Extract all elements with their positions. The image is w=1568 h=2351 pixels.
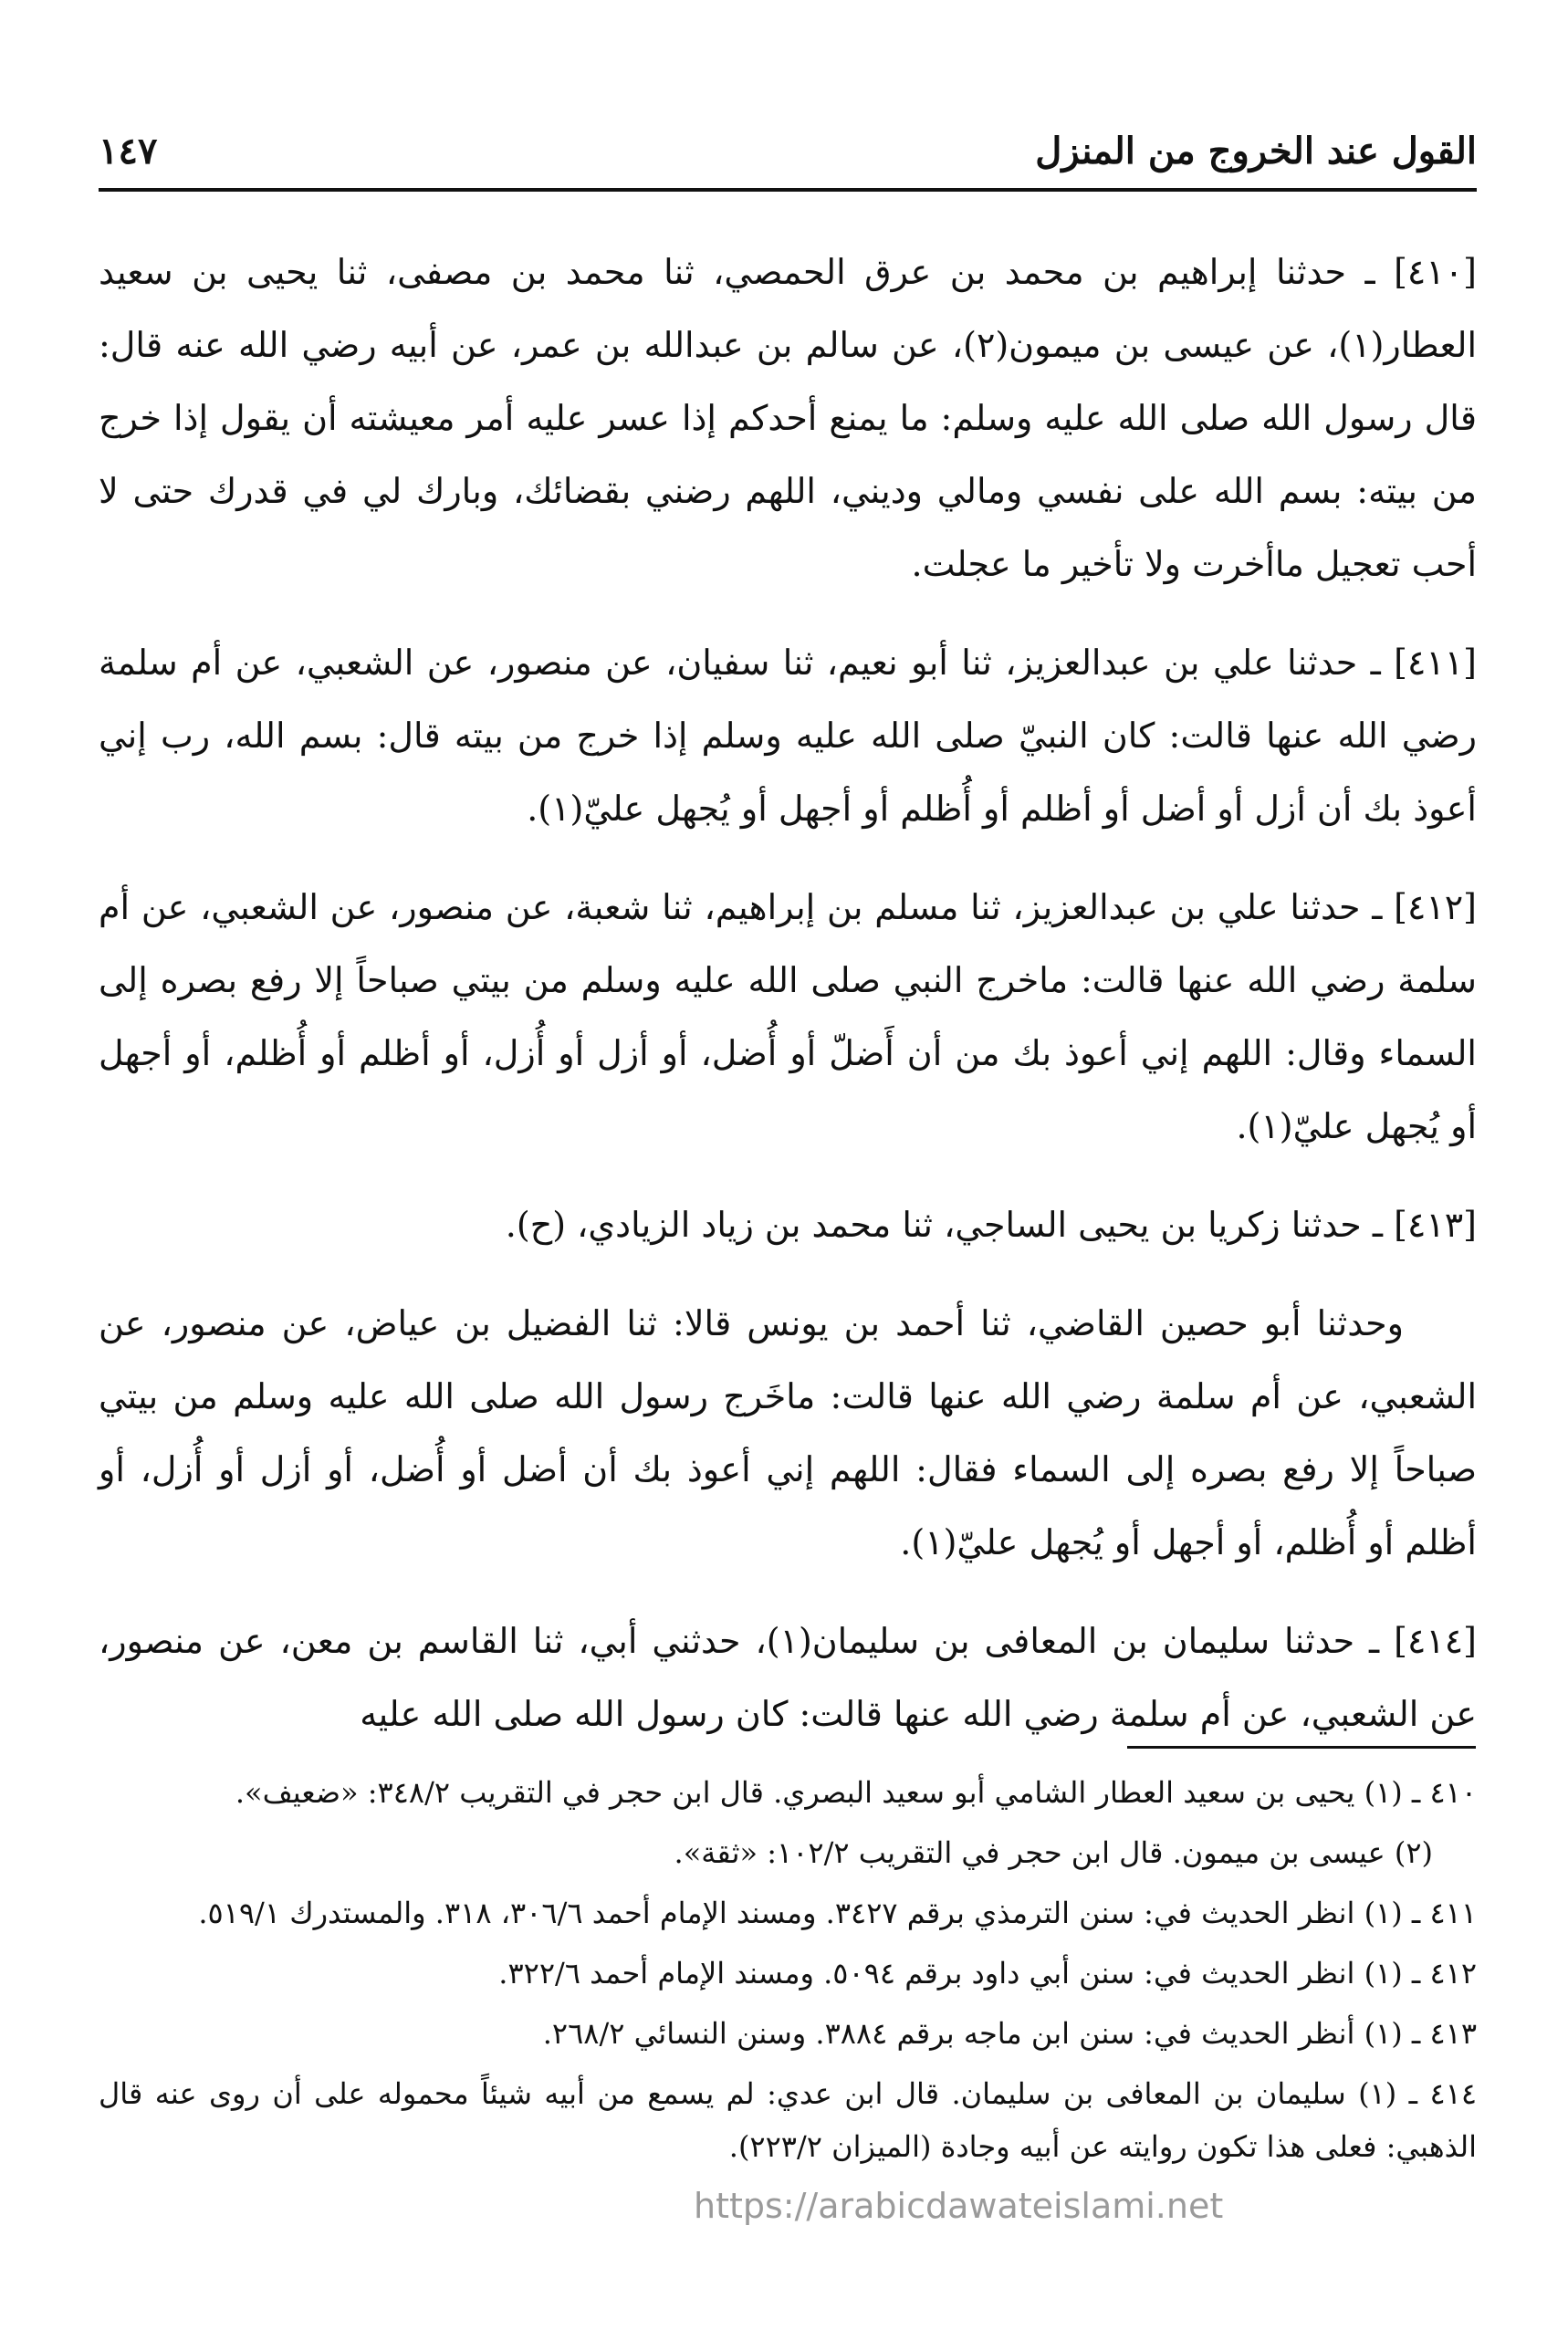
footnote	[99, 1947, 1477, 2000]
footnote-text: أنظر الحديث في: سنن ابن ماجه برقم ٣٨٨٤. وسنن النسائي ٢٦٨/٢.	[542, 2016, 1355, 2051]
hadith-text: وحدثنا أبو حصين القاضي، ثنا أحمد بن يونس قالا: ثنا الفضيل بن عياض، عن منصور، عن الشعبي، عن أم سلمة رضي الله عنها قالت: ماخَرج رسول الله صلى الله عليه وسلم من بيتي صباحاً إلا رفع بصره إلى السماء فقال: اللهم إني أعوذ بك أن أضل أو أُضل، أو أزل أو أُزل، أو أظلم أو أُظلم، أو أجهل أو يُجهل عليّ(١).	[99, 1303, 1477, 1562]
hadith-number: [٤١١]	[1394, 643, 1477, 683]
footnote	[99, 2067, 1477, 2173]
footnote-ref: ٤١٢ ـ (١)	[1364, 1956, 1477, 1991]
hadith-paragraph	[99, 871, 1477, 1163]
footnotes	[99, 1766, 1477, 2180]
footnote	[99, 2007, 1477, 2060]
hadith-paragraph	[99, 1287, 1477, 1579]
hadith-paragraph	[99, 1604, 1477, 1750]
hadith-paragraph	[99, 1188, 1477, 1261]
footnote	[99, 1766, 1477, 1819]
main-text	[99, 235, 1477, 1776]
footnote-text: يحيى بن سعيد العطار الشامي أبو سعيد البصري. قال ابن حجر في التقريب ٣٤٨/٢: «ضعيف».	[235, 1775, 1355, 1810]
footnote-text: انظر الحديث في: سنن الترمذي برقم ٣٤٢٧. ومسند الإمام أحمد ٣٠٦/٦، ٣١٨. والمستدرك ٥١٩/١.	[198, 1896, 1355, 1930]
page-number: ١٤٧	[99, 130, 158, 172]
hadith-number: [٤١٢]	[1394, 887, 1477, 927]
footnote	[99, 1826, 1477, 1879]
footnote-text: انظر الحديث في: سنن أبي داود برقم ٥٠٩٤. ومسند الإمام أحمد ٣٢٢/٦.	[498, 1956, 1355, 1991]
hadith-paragraph	[99, 235, 1477, 601]
footnote-text: سليمان بن المعافى بن سليمان. قال ابن عدي: لم يسمع من أبيه شيئاً محموله على أن روى عنه قال الذهبي: فعلى هذا تكون روايته عن أبيه وجادة (الميزان ٢٢٣/٢).	[99, 2076, 1477, 2164]
hadith-text: ـ حدثنا سليمان بن المعافى بن سليمان(١)، حدثني أبي، ثنا القاسم بن معن، عن منصور، عن الشعبي، عن أم سلمة رضي الله عنها قالت: كان رسول الله صلى الله عليه	[99, 1621, 1477, 1734]
footnote-ref: (٢)	[1394, 1835, 1433, 1870]
hadith-text: ـ حدثنا علي بن عبدالعزيز، ثنا أبو نعيم، ثنا سفيان، عن منصور، عن الشعبي، عن أم سلمة رضي الله عنها قالت: كان النبيّ صلى الله عليه وسلم إذا خرج من بيته قال: بسم الله، رب إني أعوذ بك أن أزل أو أضل أو أظلم أو أُظلم أو أجهل أو يُجهل عليّ(١).	[99, 643, 1477, 829]
footnote-ref: ٤١٤ ـ (١)	[1358, 2076, 1478, 2111]
chapter-title: القول عند الخروج من المنزل	[1035, 130, 1477, 172]
hadith-text: ـ حدثنا إبراهيم بن محمد بن عرق الحمصي، ثنا محمد بن مصفى، ثنا يحيى بن سعيد العطار(١)، عن عيسى بن ميمون(٢)، عن سالم بن عبدالله بن عمر، عن أبيه رضي الله عنه قال: قال رسول الله صلى الله عليه وسلم: ما يمنع أحدكم إذا عسر عليه أمر معيشته أن يقول إذا خرج من بيته: بسم الله على نفسي ومالي وديني، اللهم رضني بقضائك، وبارك لي في قدرك حتى لا أحب تعجيل ماأخرت ولا تأخير ما عجلت.	[99, 252, 1478, 584]
running-header	[99, 119, 1477, 184]
footnote-divider	[1127, 1746, 1476, 1749]
hadith-number: [٤١٠]	[1394, 252, 1477, 292]
footnote	[99, 1886, 1477, 1939]
footnote-ref: ٤١٣ ـ (١)	[1364, 2016, 1477, 2051]
hadith-number: [٤١٣]	[1394, 1205, 1477, 1245]
hadith-paragraph	[99, 626, 1477, 845]
watermark-url: https://arabicdawateislami.net	[694, 2186, 1224, 2226]
hadith-number: [٤١٤]	[1394, 1621, 1477, 1661]
header-divider	[99, 188, 1477, 192]
hadith-text: ـ حدثنا زكريا بن يحيى الساجي، ثنا محمد بن زياد الزيادي، (ح).	[505, 1205, 1384, 1245]
footnote-text: عيسى بن ميمون. قال ابن حجر في التقريب ١٠٢/٢: «ثقة».	[674, 1835, 1385, 1870]
footnote-ref: ٤١٠ ـ (١)	[1364, 1775, 1477, 1810]
footnote-ref: ٤١١ ـ (١)	[1364, 1896, 1477, 1930]
hadith-text: ـ حدثنا علي بن عبدالعزيز، ثنا مسلم بن إبراهيم، ثنا شعبة، عن منصور، عن الشعبي، عن أم سلمة رضي الله عنها قالت: ماخرج النبي صلى الله عليه وسلم من بيتي صباحاً إلا رفع بصره إلى السماء وقال: اللهم إني أعوذ بك من أن أَضلّ أو أُضل، أو أزل أو أُزل، أو أظلم أو أُظلم، أو أجهل أو يُجهل عليّ(١).	[99, 887, 1477, 1146]
